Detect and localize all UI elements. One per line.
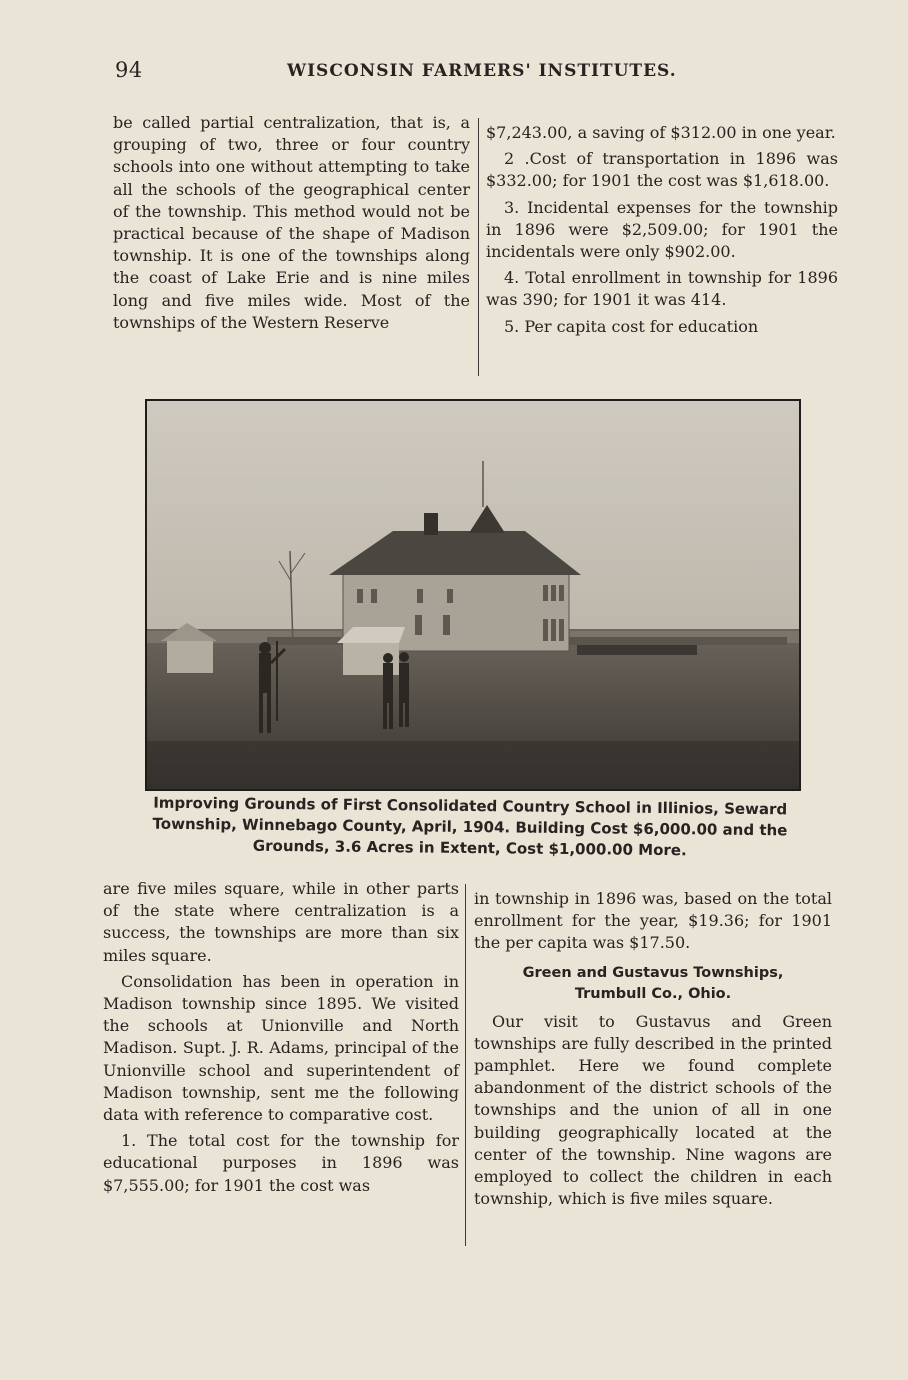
top-left-column bbox=[113, 112, 470, 334]
paragraph: 4. Total enrollment in township for 1896 was 390; for 1901 it was 414. bbox=[486, 268, 838, 310]
paragraph: be called partial centralization, that is, a grouping of two, three or four country schools into one without attempting to take all the schools of the geographical center of the township. This method would not be practical because of the shape of Madison township. It is one of the townships along the coast of Lake Erie and is nine miles long and five miles wide. Most of the townships of the Western Reserve bbox=[113, 113, 470, 332]
paragraph: 2 .Cost of transportation in 1896 was $332.00; for 1901 the cost was $1,618.00. bbox=[486, 149, 838, 191]
paragraph: 1. The total cost for the township for educational purposes in 1896 was $7,555.00; for 1901 the cost was bbox=[103, 1131, 459, 1195]
page-header bbox=[115, 58, 835, 88]
top-right-column bbox=[486, 122, 838, 338]
page-number: 94 bbox=[115, 58, 143, 82]
paragraph: in township in 1896 was, based on the total enrollment for the year, $19.36; for 1901 the per capita was $17.50. bbox=[474, 889, 832, 953]
running-title: WISCONSIN FARMERS' INSTITUTES. bbox=[287, 61, 677, 81]
section-heading bbox=[474, 963, 832, 1005]
paragraph: 3. Incidental expenses for the township in 1896 were $2,509.00; for 1901 the incidentals were only $902.00. bbox=[486, 197, 838, 262]
paragraph: 5. Per capita cost for education bbox=[504, 316, 759, 336]
column-divider bbox=[465, 884, 466, 1246]
paragraph: $7,243.00, a saving of $312.00 in one year. bbox=[486, 123, 836, 142]
bottom-left-column bbox=[103, 878, 459, 1197]
school-photograph bbox=[145, 399, 801, 791]
paragraph: Consolidation has been in operation in Madison township since 1895. We visited the schools at Unionville and North Madison. Supt. J. R. Adams, principal of the Unionville school and superintendent of Madison township, sent me the following data with reference to comparative cost. bbox=[103, 971, 459, 1125]
figure-caption: Improving Grounds of First Consolidated Country School in Illinios, Seward Township, Winnebago County, April, 1904. Building Cost $6,000.00 and the Grounds, 3.6 Acres in Extent, Cost $1,000.00 More. bbox=[152, 793, 788, 860]
paragraph: Our visit to Gustavus and Green townships are fully described in the printed pamphlet. Here we found complete abandonment of the district schools of the townships and the union of all in one building geographically located at the center of the township. Nine wagons are employed to collect the children in each township, which is five miles square. bbox=[474, 1011, 832, 1209]
section-heading-line: Trumbull Co., Ohio. bbox=[574, 985, 732, 1002]
bottom-right-column bbox=[474, 888, 832, 1210]
column-divider bbox=[478, 118, 479, 376]
paragraph: are five miles square, while in other parts of the state where centralization is a success, the townships are more than six miles square. bbox=[103, 879, 459, 965]
section-heading-line: Green and Gustavus Townships, bbox=[522, 964, 784, 981]
